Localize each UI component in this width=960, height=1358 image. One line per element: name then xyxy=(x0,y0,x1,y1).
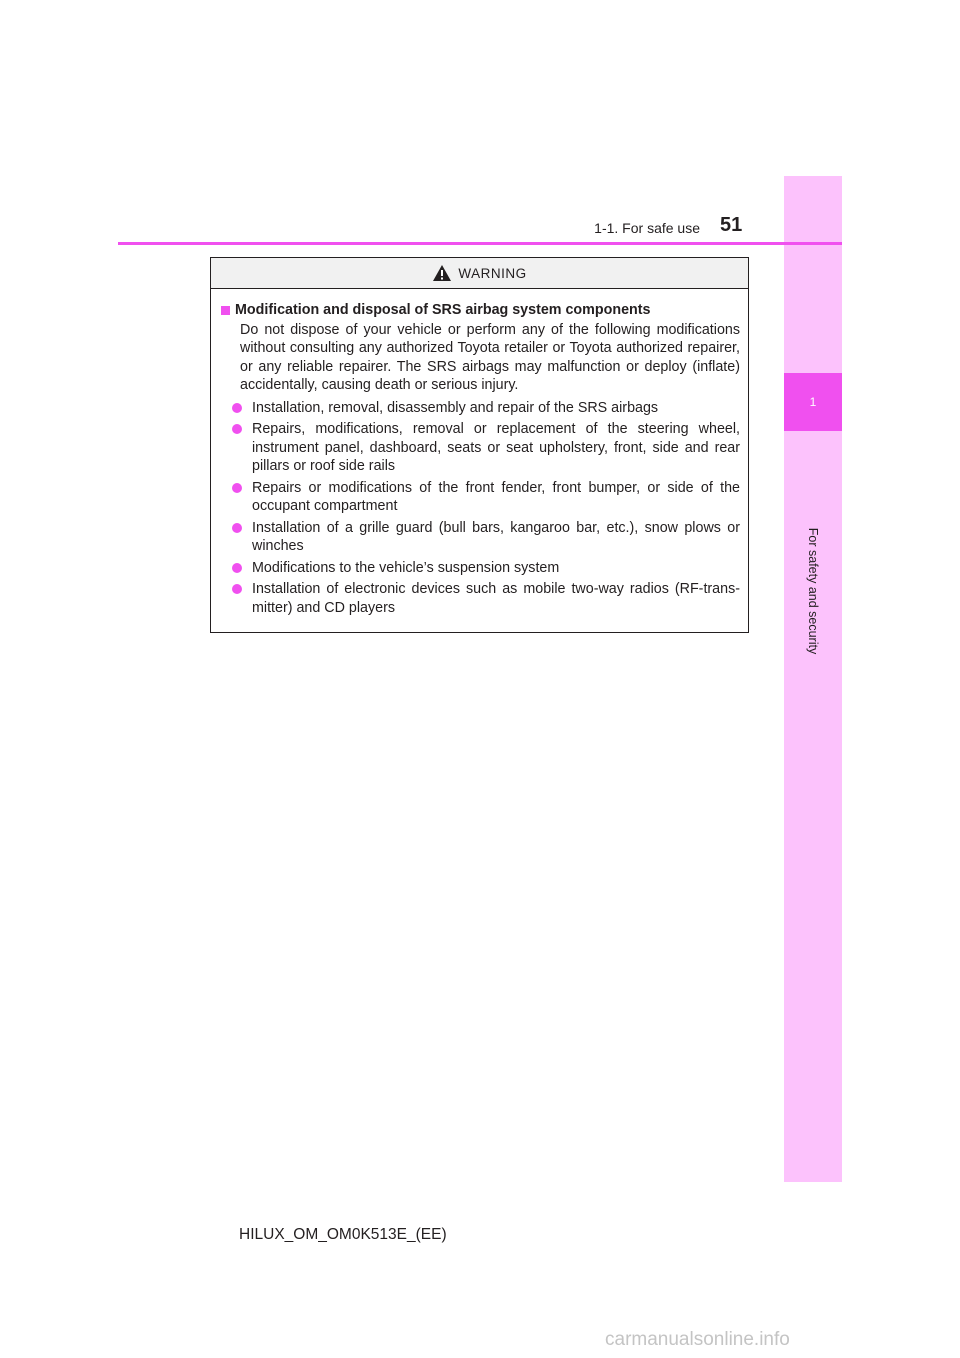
page-number: 51 xyxy=(720,214,743,236)
warning-item-list xyxy=(221,399,740,618)
warning-body xyxy=(211,289,748,617)
document-code: HILUX_OM_OM0K513E_(EE) xyxy=(239,1226,447,1243)
chapter-number: 1 xyxy=(784,373,842,431)
section-title: 1-1. For safe use xyxy=(594,220,700,236)
list-item-text: Installation of electronic devices such as mobile two-way radios (RF-trans-mitter) and CD players xyxy=(252,581,740,616)
square-bullet-icon xyxy=(221,306,230,315)
dot-bullet-icon xyxy=(232,584,242,594)
list-item-text: Installation of a grille guard (bull bars, kangaroo bar, etc.), snow plows or winches xyxy=(252,519,740,554)
warning-triangle-icon xyxy=(432,264,452,282)
warning-subheading xyxy=(221,301,740,320)
subheading-text: Modification and disposal of SRS airbag system components xyxy=(235,302,651,318)
list-item xyxy=(221,559,740,578)
list-item-text: Modifications to the vehicle’s suspension system xyxy=(252,559,560,576)
warning-label: WARNING xyxy=(458,265,527,281)
warning-header xyxy=(211,258,748,289)
header-rule xyxy=(118,242,842,245)
dot-bullet-icon xyxy=(232,483,242,493)
list-item xyxy=(221,479,740,516)
list-item xyxy=(221,580,740,617)
list-item-text: Repairs, modifications, removal or replacement of the steering wheel, instrument panel, dashboard, seats or seat upholstery, front, side and rear pillars or roof side rails xyxy=(252,421,740,474)
list-item xyxy=(221,519,740,556)
warning-intro: Do not dispose of your vehicle or perform any of the following modifications without consulting any authorized Toyota retailer or Toyota authorized repairer, or any reliable repairer. The SRS airbags may malfunction or deploy (inflate) accidentally, causing death or serious injury. xyxy=(240,321,740,393)
list-item xyxy=(221,399,740,418)
list-item-text: Repairs or modifications of the front fender, front bumper, or side of the occupant compartment xyxy=(252,479,740,514)
list-item xyxy=(221,420,740,476)
list-item-text: Installation, removal, disassembly and repair of the SRS airbags xyxy=(252,399,659,416)
dot-bullet-icon xyxy=(232,563,242,573)
watermark: carmanualsonline.info xyxy=(605,1329,790,1350)
chapter-title-text: For safety and security xyxy=(806,527,821,655)
dot-bullet-icon xyxy=(232,403,242,413)
chapter-title-vertical xyxy=(785,451,841,731)
chapter-side-tab xyxy=(784,176,842,1182)
warning-box xyxy=(210,257,749,633)
dot-bullet-icon xyxy=(232,424,242,434)
dot-bullet-icon xyxy=(232,523,242,533)
